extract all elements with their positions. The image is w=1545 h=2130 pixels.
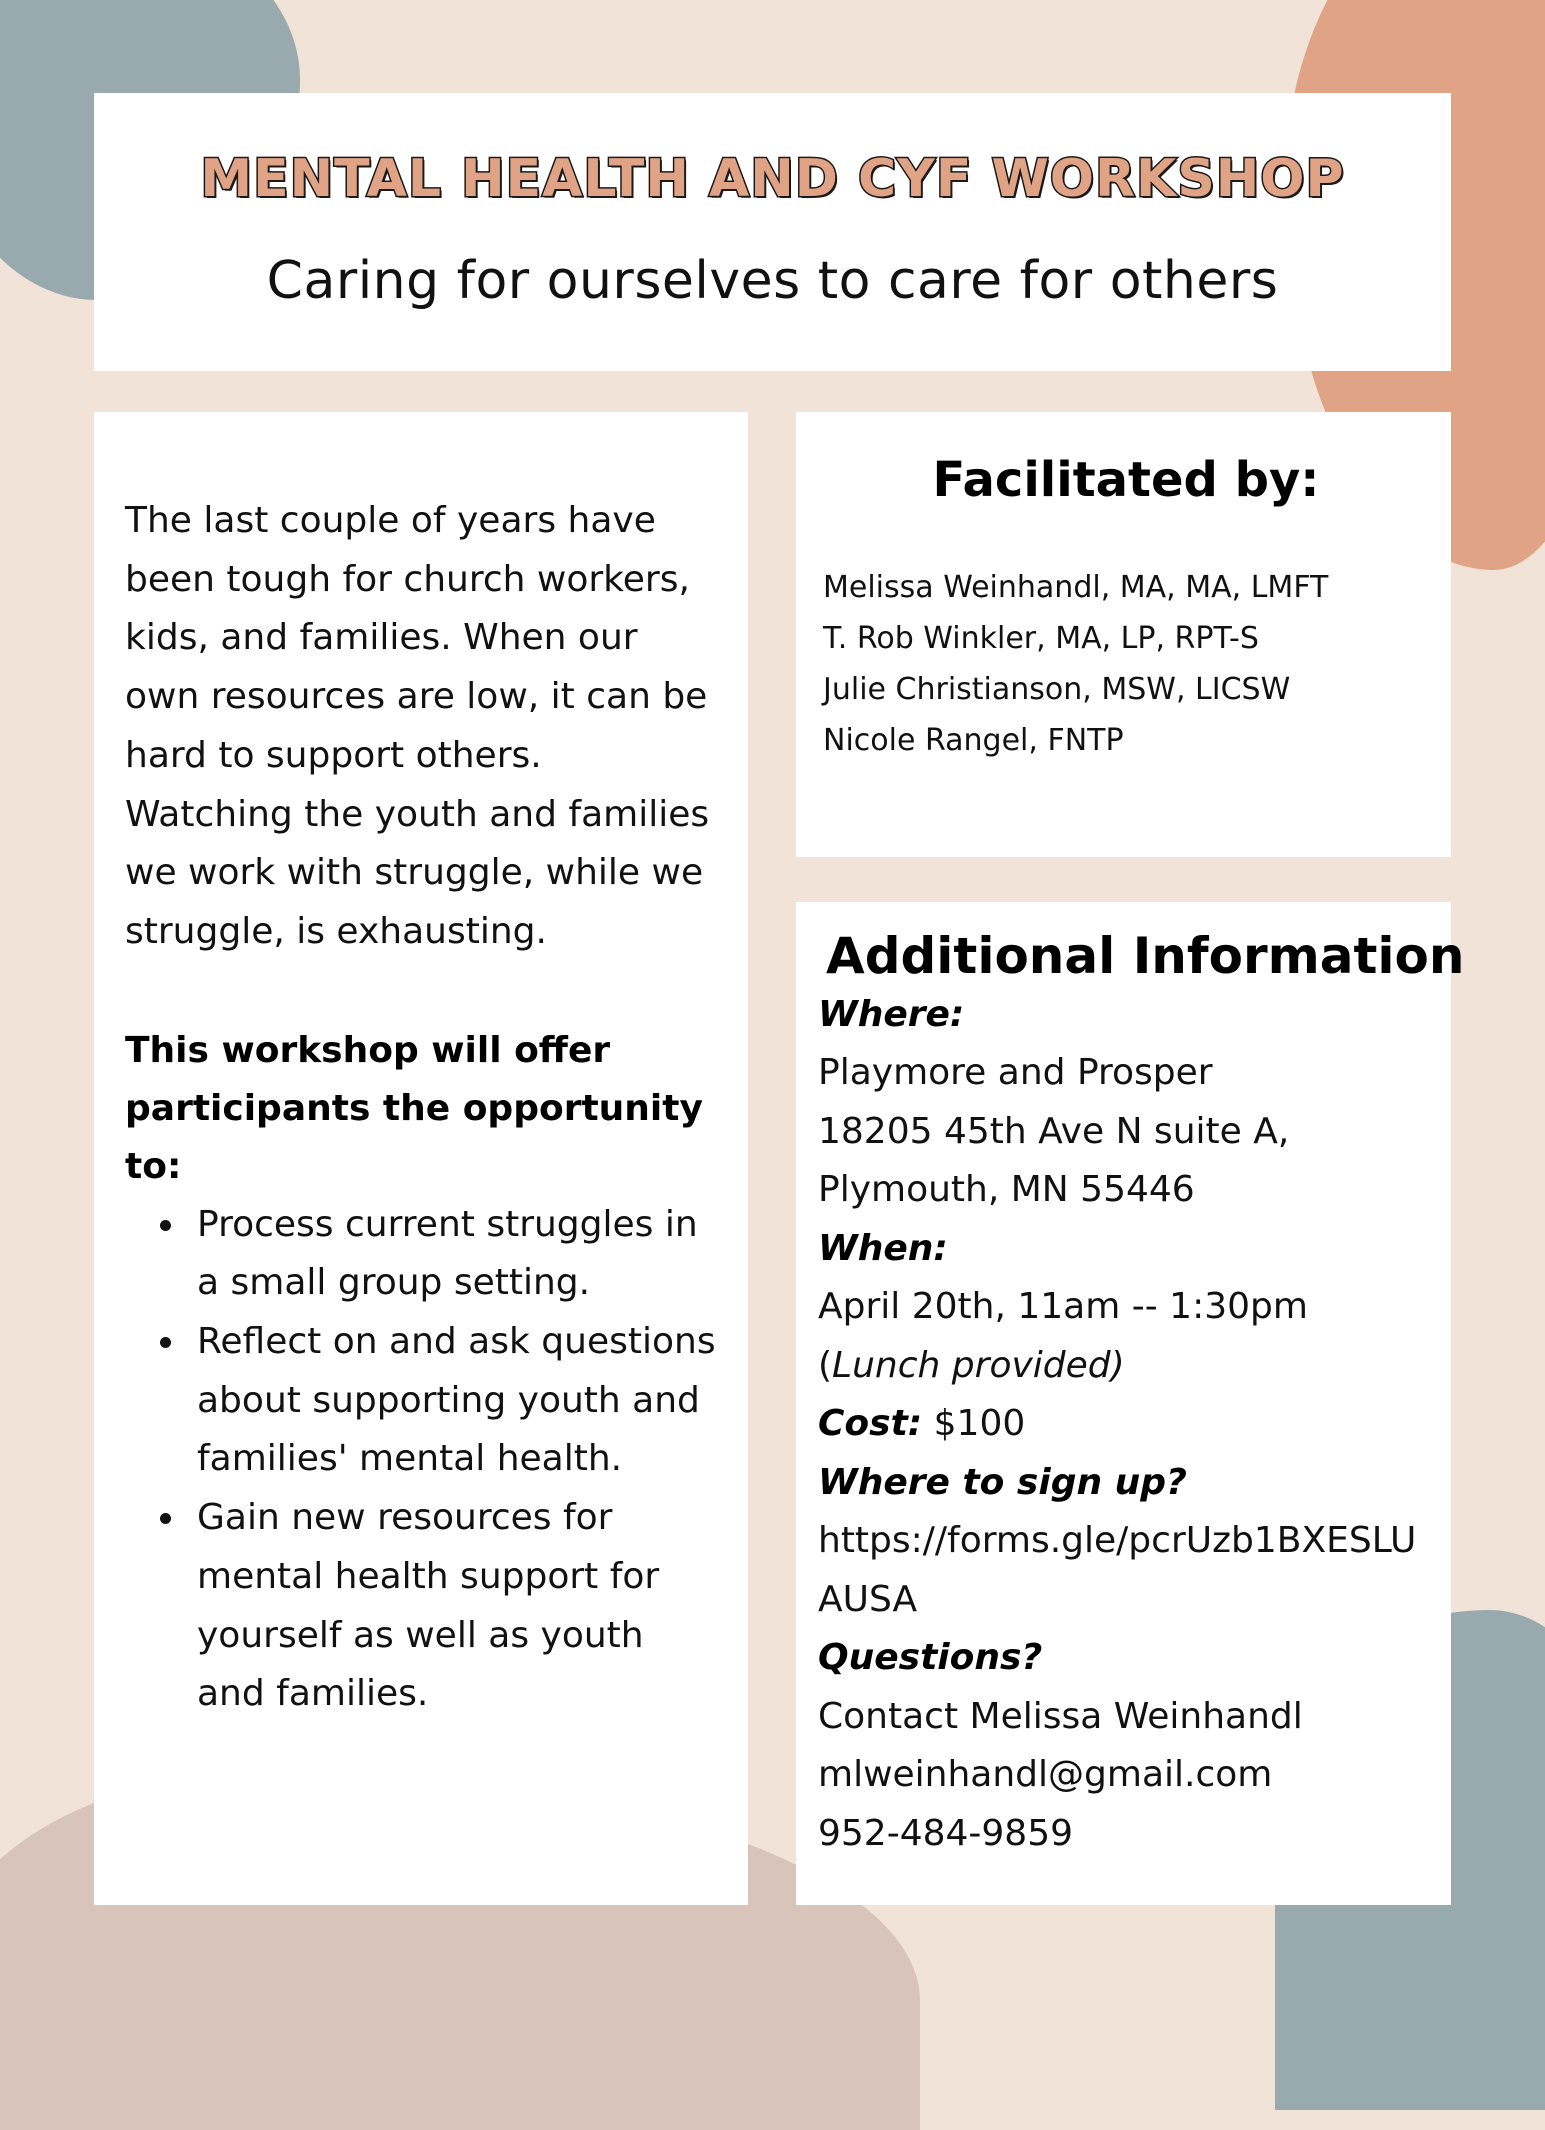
venue-city: Plymouth, MN 55446 (818, 1169, 1195, 1210)
offer-list-item (125, 1489, 720, 1724)
facilitator-name: Melissa Weinhandl, MA, MA, LMFT (823, 570, 1329, 605)
facilitator-name: T. Rob Winkler, MA, LP, RPT-S (823, 621, 1259, 656)
signup-label: Where to sign up? (818, 1461, 1187, 1503)
facilitator-list (823, 562, 1429, 766)
offer-heading: This workshop will offer participants the opportunity to: (125, 1029, 703, 1187)
contact-phone[interactable]: 952-484-9859 (818, 1812, 1074, 1854)
facilitators-panel (796, 412, 1451, 857)
workshop-title: MENTAL HEALTH AND CYF WORKSHOP (200, 149, 1345, 209)
offer-item-text: Process current struggles in a small group setting. (197, 1203, 698, 1304)
additional-info-heading: Additional Information (826, 927, 1465, 985)
lunch-note-text: Lunch provided) (832, 1344, 1125, 1386)
venue-name: Playmore and Prosper (818, 1052, 1213, 1093)
offer-list (125, 1196, 720, 1724)
description-panel (94, 412, 748, 1905)
contact-email[interactable]: mlweinhandl@gmail.com (818, 1754, 1273, 1795)
bullet-icon (160, 1513, 171, 1524)
offer-list-item (125, 1196, 720, 1313)
signup-link[interactable]: https://forms.gle/pcrUzb1BXESLUAUSA (818, 1520, 1417, 1620)
facilitator-name: Julie Christianson, MSW, LICSW (823, 672, 1291, 707)
bullet-icon (160, 1337, 171, 1348)
contact-name: Contact Melissa Weinhandl (818, 1695, 1303, 1737)
where-label: Where: (818, 993, 965, 1035)
cost-line (818, 1395, 1437, 1454)
offer-list-item (125, 1313, 720, 1489)
facilitators-heading: Facilitated by: (932, 452, 1320, 508)
workshop-subtitle: Caring for ourselves to care for others (266, 251, 1279, 311)
offer-item-text: Reflect on and ask questions about supporting youth and families' mental health. (197, 1321, 716, 1480)
questions-label: Questions? (818, 1637, 1043, 1678)
signup-link-line (818, 1512, 1437, 1629)
info-details (818, 986, 1437, 1864)
bullet-icon (160, 1220, 171, 1231)
when-label: When: (818, 1227, 948, 1269)
facilitator-name: Nicole Rangel, FNTP (823, 723, 1124, 758)
lunch-note (818, 1337, 1437, 1396)
cost-label: Cost: (818, 1403, 923, 1444)
lunch-note-paren: ( (818, 1344, 833, 1386)
header-panel (94, 93, 1451, 371)
intro-paragraph: The last couple of years have been tough for church workers, kids, and families. When our own resources are low, it can be hard to support others. Watching the youth and families we work with struggle, while we struggle, is exhausting. (125, 500, 710, 952)
offer-item-text: Gain new resources for mental health support for yourself as well as youth and families. (197, 1497, 660, 1715)
venue-street: 18205 45th Ave N suite A, (818, 1110, 1290, 1152)
cost-value: $100 (933, 1403, 1026, 1444)
event-time: April 20th, 11am -- 1:30pm (818, 1286, 1308, 1327)
additional-info-panel (796, 902, 1465, 1905)
